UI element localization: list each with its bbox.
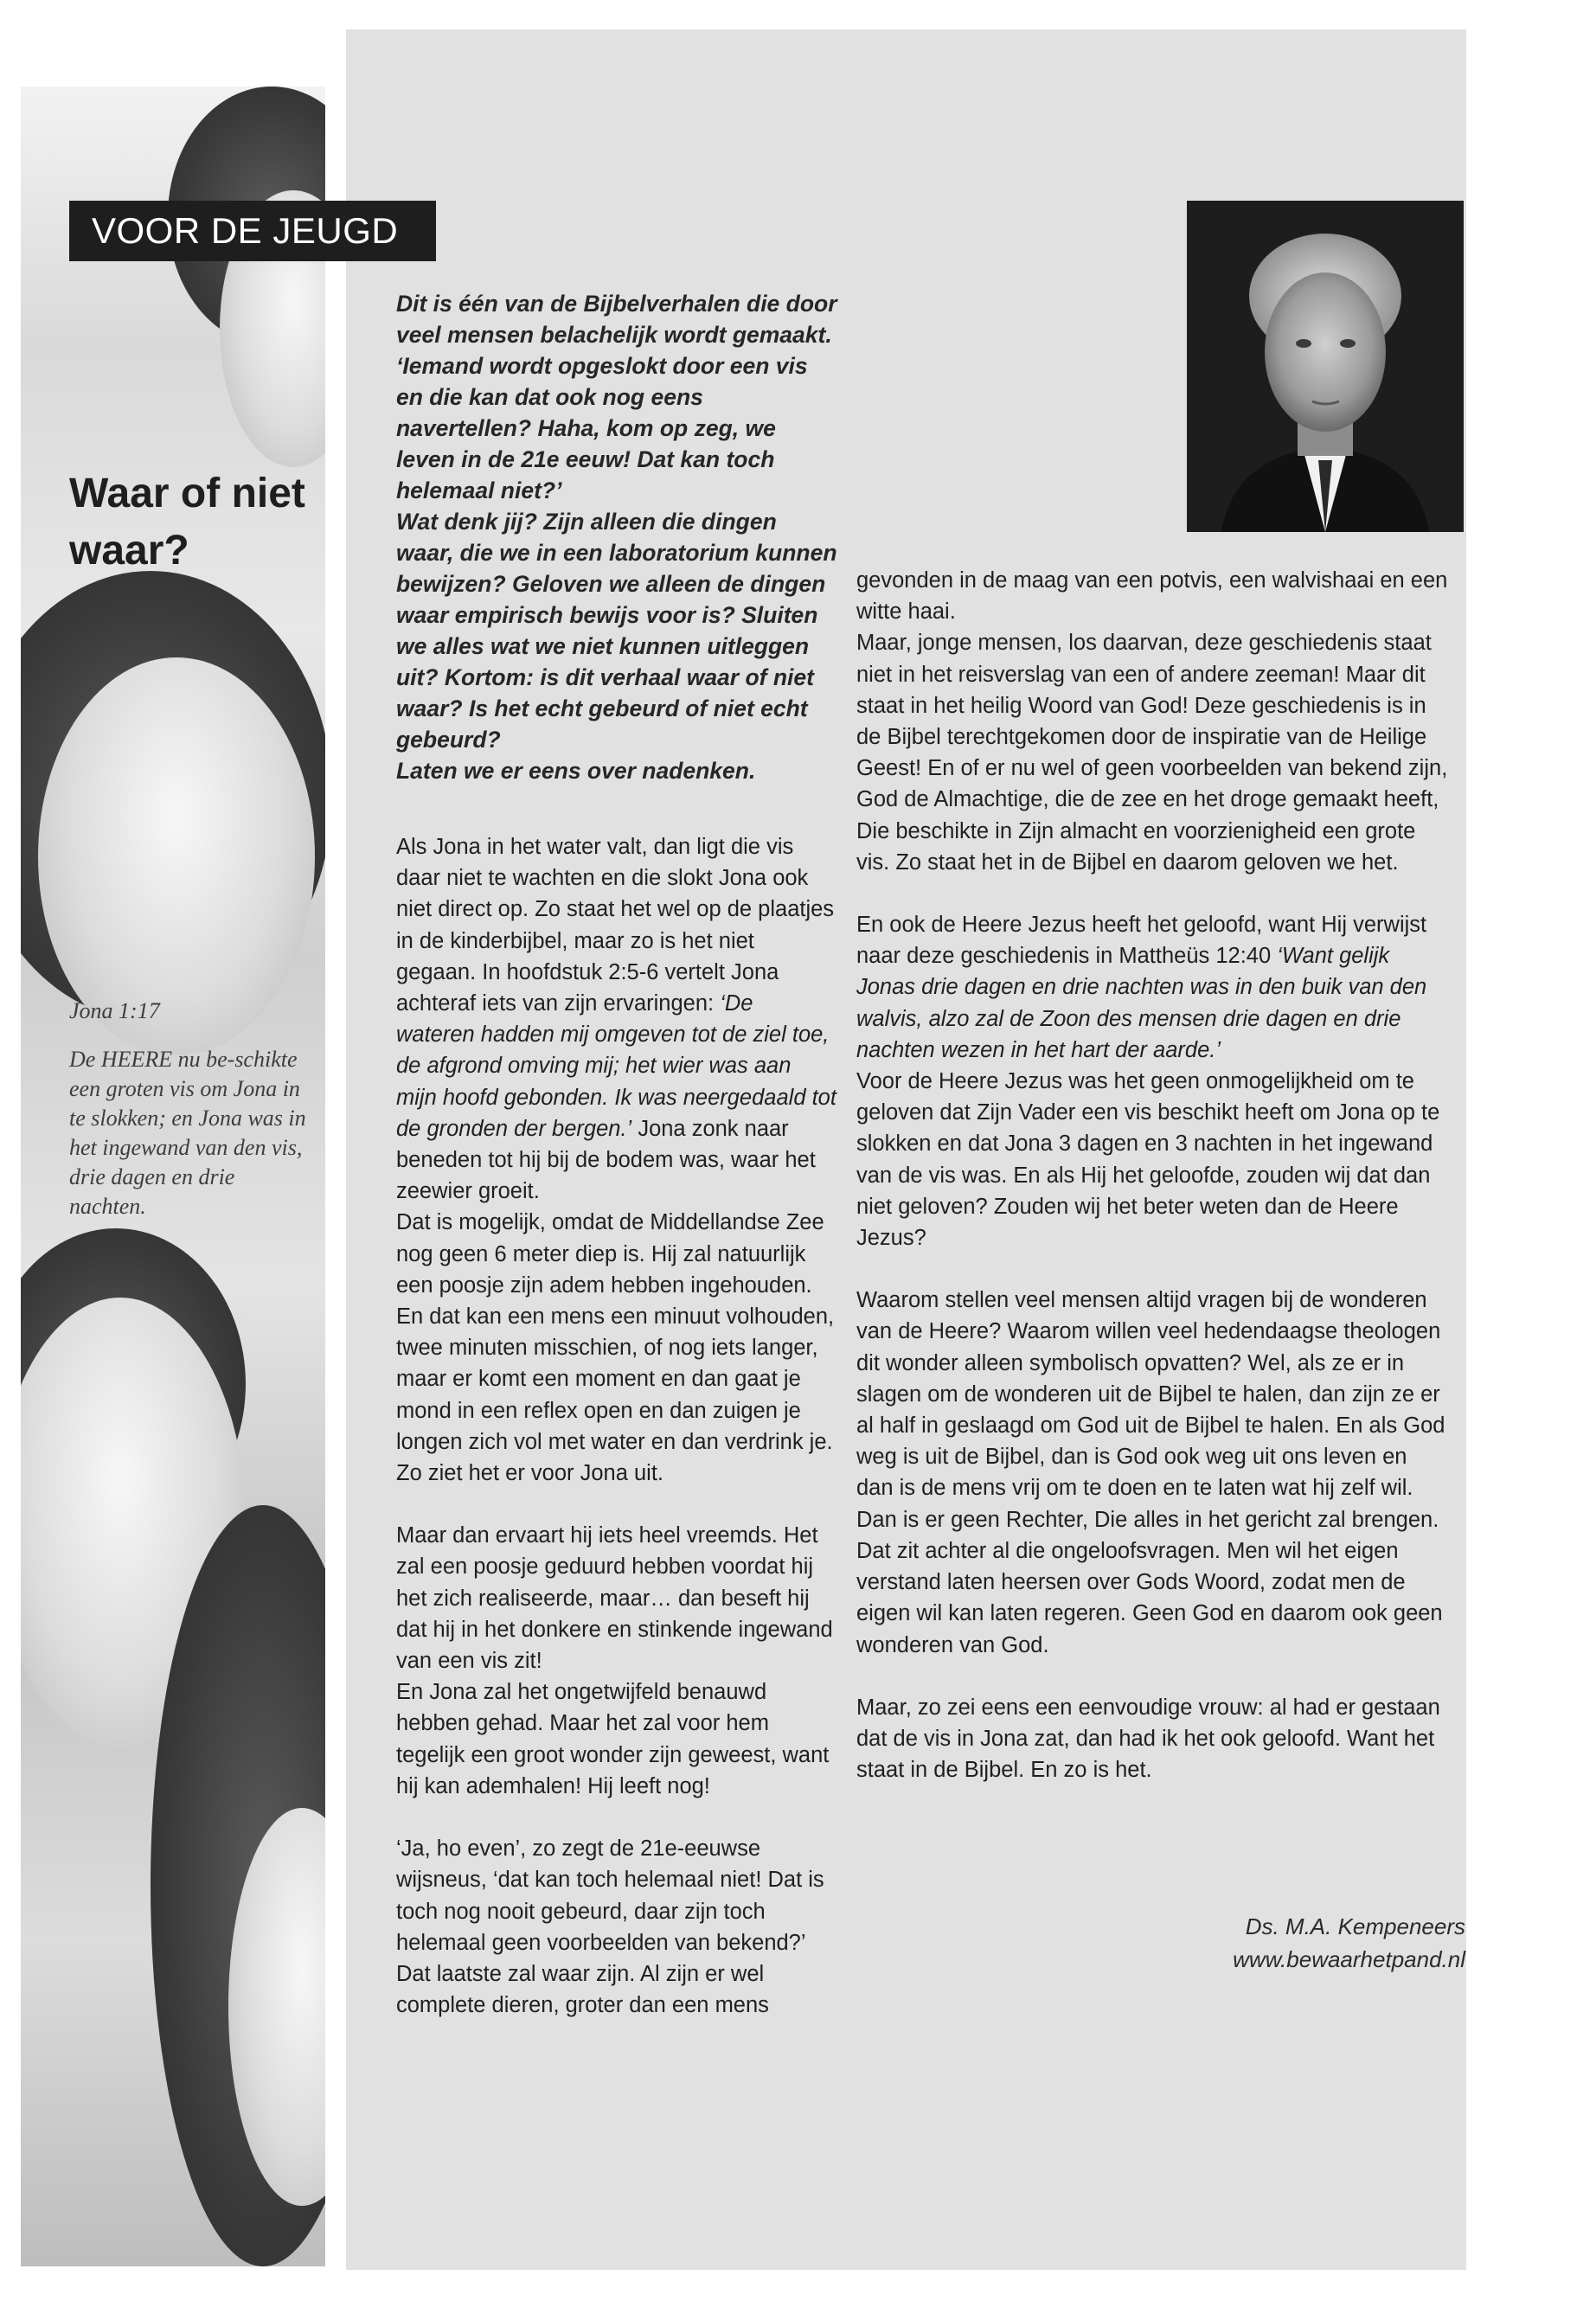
intro-paragraph: Wat denk jij? Zijn alleen die dingen waar, die we in een laboratorium kunnen bewijzen? Geloven we alleen de dingen waar empirisch bewijs voor is? Sluiten we alles wat we niet kunnen uitleggen uit? Kortom: is dit verhaal waar of niet waar? Is het echt gebeurd of niet echt gebeurd? [396, 509, 837, 753]
author-portrait-graphic [1187, 201, 1464, 532]
scripture-quote [69, 997, 307, 1221]
author-website-link[interactable]: www.bewaarhetpand.nl [1233, 1946, 1465, 1972]
article-right-column [856, 565, 1449, 1785]
body-paragraph: Dat laatste zal waar zijn. Al zijn er wel complete dieren, groter dan een mens [396, 1961, 769, 2018]
body-paragraph: gevonden in de maag van een potvis, een walvishaai en een witte haai. [856, 568, 1448, 625]
author-name: Ds. M.A. Kempeneers [1245, 1913, 1465, 1939]
scripture-reference: Jona 1:17 [69, 998, 160, 1023]
body-text: En ook de Heere Jezus heeft het geloofd, want Hij verwijst naar deze geschiedenis in Mattheüs 12:40 [856, 913, 1427, 969]
body-paragraph: Maar dan ervaart hij iets heel vreemds. Het zal een poosje geduurd hebben voordat hij het zich realiseerde, maar… dan beseft hij dat hij in het donkere en stinkende ingewand van een vis zit! [396, 1523, 833, 1674]
body-text: Als Jona in het water valt, dan ligt die vis daar niet te wachten en die slokt Jona ook niet direct op. Zo staat het wel op de plaatjes in de kinderbijbel, maar zo is het niet gegaan. In hoofdstuk 2:5-6 vertelt Jona achteraf iets van zijn ervaringen: [396, 835, 835, 1016]
body-paragraph: Dat zit achter al die ongeloofsvragen. Men wil het eigen verstand laten heersen over Gods Woord, zodat men de eigen wil kan laten regeren. Geen God en daarom ook geen wonderen van God. [856, 1538, 1443, 1657]
body-paragraph: Waarom stellen veel mensen altijd vragen bij de wonderen van de Heere? Waarom willen veel hedendaagse theologen dit wonder alleen symbolisch opvatten? Wel, als ze er in slagen om de wonderen uit de Bijbel te halen, dan zijn ze er al half in geslaagd om God uit de Bijbel te halen. En als God weg is uit de Bijbel, dan is God ook weg uit ons leven en dan is de mens vrij om te doen en te laten wat hij zelf wil. Dan is er geen Rechter, Die alles in het gericht zal brengen. [856, 1288, 1445, 1532]
body-text: Jona zonk naar beneden tot hij bij de bodem was, waar het zeewier groeit. [396, 1116, 816, 1204]
body-paragraph: Maar, jonge mensen, los daarvan, deze geschiedenis staat niet in het reisverslag van een of andere zeeman! Maar dit staat in het heilig Woord van God! Deze geschiedenis is in de Bijbel terechtgekomen door de inspiratie van de Heilige Geest! En of er nu wel of geen voorbeelden van bekend zijn, God de Almachtige, die de zee en het droge gemaakt heeft, Die beschikte in Zijn almacht en voorzienigheid een grote vis. Zo staat het in de Bijbel en daarom geloven we het. [856, 631, 1448, 875]
page-title: Waar of niet waar? [69, 471, 305, 574]
author-signature [1151, 1910, 1465, 1976]
body-paragraph [396, 831, 837, 1207]
body-paragraph: Maar, zo zei eens een eenvoudige vrouw: al had er gestaan dat de vis in Jona zat, dan had ik het ook geloofd. Want het staat in de Bijbel. En zo is het. [856, 1695, 1440, 1783]
scripture-verse: De HEERE nu be-schikte een groten vis om Jona in te slokken; en Jona was in het ingewand van den vis, drie dagen en drie nachten. [69, 1047, 306, 1219]
section-label: VOOR DE JEUGD [69, 201, 436, 261]
author-portrait [1187, 201, 1464, 532]
body-paragraph: Dat is mogelijk, omdat de Middellandse Zee nog geen 6 meter diep is. Hij zal natuurlijk een poosje zijn adem hebben ingehouden. En dat kan een mens een minuut volhouden, twee minuten misschien, of nog iets langer, maar er komt een moment en dan gaat je mond in een reflex open en dan zuigen je longen zich vol met water en dan verdrink je. Zo ziet het er voor Jona uit. [396, 1210, 835, 1486]
body-paragraph: En Jona zal het ongetwijfeld benauwd hebben gehad. Maar het zal voor hem tegelijk een groot wonder zijn geweest, want hij kan ademhalen! Hij leeft nog! [396, 1680, 830, 1798]
scripture-citation: ‘De wateren hadden mij omgeven tot de ziel toe, de afgrond omving mij; het wier was aan mijn hoofd gebonden. Ik was neergedaald tot de gronden der bergen.’ [396, 991, 836, 1141]
body-paragraph: ‘Ja, ho even’, zo zegt de 21e-eeuwse wijsneus, ‘dat kan toch helemaal niet! Dat is toch nog nooit gebeurd, daar zijn toch helemaal geen voorbeelden van bekend?’ [396, 1836, 824, 1955]
body-paragraph: Voor de Heere Jezus was het geen onmogelijkheid om te geloven dat Zijn Vader een vis beschikt heeft om Jona op te slokken en dat Jona 3 dagen en 3 nachten in het ingewand van de vis was. En als Hij het geloofde, zouden wij dat dan niet geloven? Zouden wij het beter weten dan de Heere Jezus? [856, 1069, 1440, 1251]
intro-paragraph: Laten we er eens over nadenken. [396, 758, 756, 784]
body-paragraph [856, 909, 1449, 1066]
intro-paragraph: Dit is één van de Bijbelverhalen die door veel mensen belachelijk wordt gemaakt. ‘Iemand wordt opgeslokt door een vis en die kan dat ook nog eens navertellen? Haha, kom op zeg, we leven in de 21e eeuw! Dat kan toch helemaal niet?’ [396, 291, 837, 503]
intro-block [396, 288, 837, 786]
scripture-citation: ‘Want gelijk Jonas drie dagen en drie nachten was in den buik van den walvis, alzo zal de Zoon des mensen drie dagen en drie nachten wezen in het hart der aarde.’ [856, 944, 1427, 1062]
article-left-column [396, 288, 837, 2021]
